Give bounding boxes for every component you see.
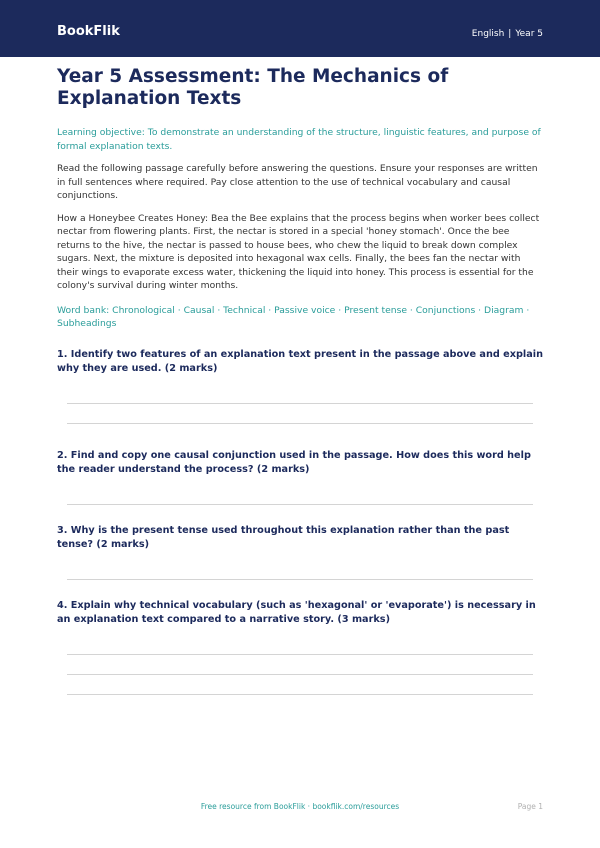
word-bank: Word bank: Chronological · Causal · Technical · Passive voice · Present tense · Conjunctions · Diagram · Subheadings <box>57 304 530 329</box>
meta-separator: | <box>508 29 512 39</box>
answer-area-3[interactable] <box>57 579 543 580</box>
answer-line[interactable] <box>67 694 533 695</box>
answer-area-2[interactable] <box>57 504 543 505</box>
reading-passage: How a Honeybee Creates Honey: Bea the Bee explains that the process begins when worker bees collect nectar from flowering plants. First, the nectar is stored in a special 'honey stomach'. Once the bee returns to the hive, the nectar is passed to house bees, who chew the liquid to break down complex sugars. Next, the mixture is deposited into hexagonal wax cells. Finally, the bees fan the nectar with their wings to evaporate excess water, thickening the liquid into honey. This process is essential for the colony's survival during winter months. <box>57 212 540 291</box>
learning-objective: Learning objective: To demonstrate an understanding of the structure, linguistic features, and purpose of formal explanation texts. <box>57 127 541 152</box>
brand-logo[interactable]: BookFlik <box>57 24 120 39</box>
answer-line[interactable] <box>67 654 533 655</box>
question-1: 1. Identify two features of an explanation text present in the passage above and explain why they are used. (2 marks) <box>57 348 543 374</box>
answer-area-1[interactable] <box>57 403 543 424</box>
question-2: 2. Find and copy one causal conjunction used in the passage. How does this word help the reader understand the process? (2 marks) <box>57 449 531 475</box>
answer-line[interactable] <box>67 579 533 580</box>
page-header <box>0 0 600 57</box>
question-3: 3. Why is the present tense used throughout this explanation rather than the past tense? (2 marks) <box>57 524 510 550</box>
page-number: Page 1 <box>517 802 543 811</box>
answer-area-4[interactable] <box>57 654 543 695</box>
instructions-text: Read the following passage carefully before answering the questions. Ensure your responses are written in full sentences where required. Pay close attention to the use of technical vocabulary and causal conjunctions. <box>57 163 538 201</box>
question-4: 4. Explain why technical vocabulary (such as 'hexagonal' or 'evaporate') is necessary in an explanation text compared to a narrative story. (3 marks) <box>57 599 536 625</box>
header-meta <box>472 26 543 42</box>
worksheet-content <box>57 66 543 695</box>
subject-label: English <box>471 29 505 39</box>
page-title: Year 5 Assessment: The Mechanics of Explanation Texts <box>57 66 449 109</box>
answer-line[interactable] <box>67 674 533 675</box>
answer-line[interactable] <box>67 403 533 404</box>
answer-line[interactable] <box>67 423 533 424</box>
answer-line[interactable] <box>67 504 533 505</box>
year-label: Year 5 <box>515 29 543 39</box>
footer-resource-link[interactable]: Free resource from BookFlik · bookflik.com/resources <box>200 802 400 811</box>
